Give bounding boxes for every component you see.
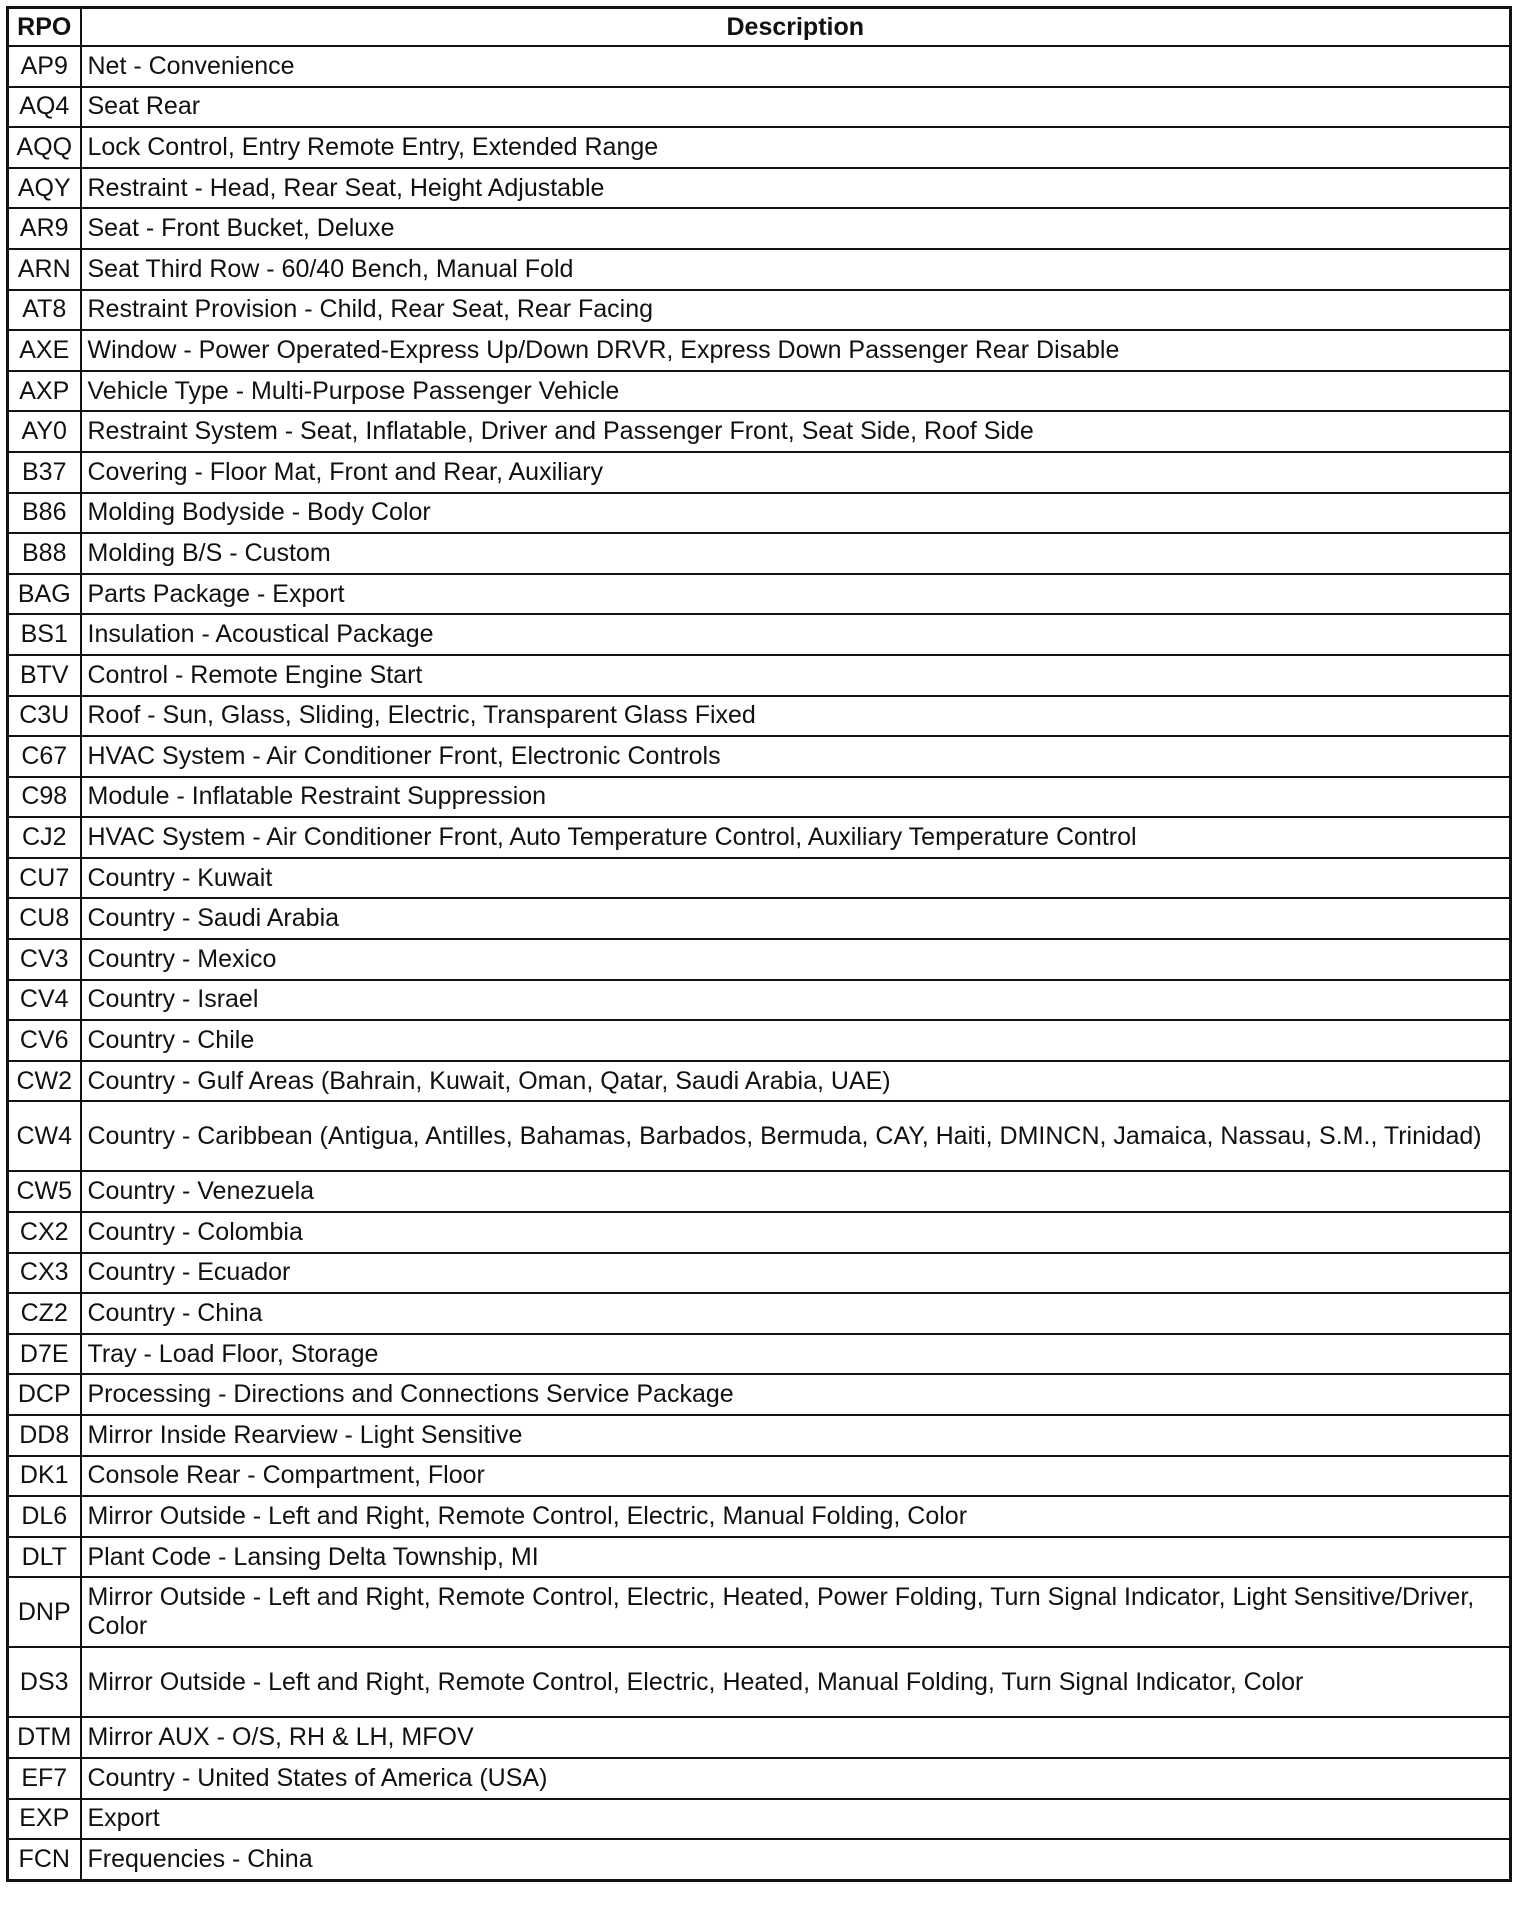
description-cell: HVAC System - Air Conditioner Front, Electronic Controls: [81, 736, 1511, 777]
description-cell: Country - Venezuela: [81, 1171, 1511, 1212]
table-row: [8, 1415, 1511, 1456]
description-cell: Country - Kuwait: [81, 858, 1511, 899]
table-row: [8, 1717, 1511, 1758]
table-row: [8, 1577, 1511, 1647]
description-cell: Restraint System - Seat, Inflatable, Driver and Passenger Front, Seat Side, Roof Side: [81, 411, 1511, 452]
rpo-code-cell: DLT: [8, 1537, 81, 1578]
table-row: [8, 1758, 1511, 1799]
rpo-code-cell: CV6: [8, 1020, 81, 1061]
description-cell: Country - Colombia: [81, 1212, 1511, 1253]
rpo-code-cell: CV4: [8, 980, 81, 1021]
description-cell: Tray - Load Floor, Storage: [81, 1334, 1511, 1375]
description-cell: Mirror Inside Rearview - Light Sensitive: [81, 1415, 1511, 1456]
table-row: [8, 696, 1511, 737]
column-header-description: Description: [81, 8, 1511, 47]
table-row: [8, 1020, 1511, 1061]
rpo-code-cell: AP9: [8, 46, 81, 87]
rpo-code-cell: CX3: [8, 1253, 81, 1294]
rpo-code-cell: EF7: [8, 1758, 81, 1799]
rpo-code-cell: C98: [8, 777, 81, 818]
table-row: [8, 249, 1511, 290]
table-row: [8, 736, 1511, 777]
description-cell: Roof - Sun, Glass, Sliding, Electric, Transparent Glass Fixed: [81, 696, 1511, 737]
description-cell: Seat Third Row - 60/40 Bench, Manual Fold: [81, 249, 1511, 290]
description-cell: Restraint Provision - Child, Rear Seat, Rear Facing: [81, 290, 1511, 331]
rpo-code-cell: B37: [8, 452, 81, 493]
description-cell: Module - Inflatable Restraint Suppression: [81, 777, 1511, 818]
table-row: [8, 1839, 1511, 1880]
description-cell: Country - China: [81, 1293, 1511, 1334]
description-cell: Country - Caribbean (Antigua, Antilles, Bahamas, Barbados, Bermuda, CAY, Haiti, DMINCN, Jamaica, Nassau, S.M., Trinidad): [81, 1101, 1511, 1171]
table-row: [8, 87, 1511, 128]
description-cell: Mirror Outside - Left and Right, Remote Control, Electric, Heated, Power Folding, Turn Signal Indicator, Light Sensitive/Driver, Color: [81, 1577, 1511, 1647]
table-row: [8, 127, 1511, 168]
description-cell: Restraint - Head, Rear Seat, Height Adjustable: [81, 168, 1511, 209]
table-row: [8, 1647, 1511, 1717]
description-cell: Molding Bodyside - Body Color: [81, 493, 1511, 534]
table-row: [8, 898, 1511, 939]
table-row: [8, 1537, 1511, 1578]
table-body: [8, 46, 1511, 1880]
description-cell: Control - Remote Engine Start: [81, 655, 1511, 696]
rpo-code-cell: AXE: [8, 330, 81, 371]
table-row: [8, 533, 1511, 574]
rpo-code-cell: AR9: [8, 208, 81, 249]
rpo-code-cell: DCP: [8, 1374, 81, 1415]
rpo-code-cell: AXP: [8, 371, 81, 412]
rpo-code-cell: BAG: [8, 574, 81, 615]
header-row: [8, 8, 1511, 47]
table-row: [8, 452, 1511, 493]
description-cell: Lock Control, Entry Remote Entry, Extended Range: [81, 127, 1511, 168]
rpo-code-cell: CU8: [8, 898, 81, 939]
table-row: [8, 208, 1511, 249]
rpo-table: [6, 6, 1512, 1882]
description-cell: Mirror Outside - Left and Right, Remote Control, Electric, Manual Folding, Color: [81, 1496, 1511, 1537]
table-row: [8, 939, 1511, 980]
description-cell: Parts Package - Export: [81, 574, 1511, 615]
rpo-code-cell: CU7: [8, 858, 81, 899]
description-cell: Seat - Front Bucket, Deluxe: [81, 208, 1511, 249]
description-cell: Covering - Floor Mat, Front and Rear, Auxiliary: [81, 452, 1511, 493]
rpo-code-cell: AQ4: [8, 87, 81, 128]
table-row: [8, 1253, 1511, 1294]
table-row: [8, 980, 1511, 1021]
rpo-code-cell: DD8: [8, 1415, 81, 1456]
table-row: [8, 330, 1511, 371]
rpo-code-cell: BTV: [8, 655, 81, 696]
rpo-code-cell: AQY: [8, 168, 81, 209]
table-row: [8, 1171, 1511, 1212]
rpo-code-cell: CW5: [8, 1171, 81, 1212]
rpo-code-cell: B88: [8, 533, 81, 574]
description-cell: Country - Saudi Arabia: [81, 898, 1511, 939]
table-row: [8, 493, 1511, 534]
rpo-code-cell: DNP: [8, 1577, 81, 1647]
table-row: [8, 1212, 1511, 1253]
table-row: [8, 1496, 1511, 1537]
rpo-code-cell: B86: [8, 493, 81, 534]
description-cell: HVAC System - Air Conditioner Front, Auto Temperature Control, Auxiliary Temperature Control: [81, 817, 1511, 858]
rpo-code-cell: C67: [8, 736, 81, 777]
table-row: [8, 1799, 1511, 1840]
rpo-code-cell: AQQ: [8, 127, 81, 168]
rpo-code-cell: C3U: [8, 696, 81, 737]
description-cell: Processing - Directions and Connections Service Package: [81, 1374, 1511, 1415]
description-cell: Country - Israel: [81, 980, 1511, 1021]
description-cell: Country - Gulf Areas (Bahrain, Kuwait, Oman, Qatar, Saudi Arabia, UAE): [81, 1061, 1511, 1102]
table-row: [8, 574, 1511, 615]
description-cell: Mirror Outside - Left and Right, Remote Control, Electric, Heated, Manual Folding, Turn Signal Indicator, Color: [81, 1647, 1511, 1717]
table-row: [8, 46, 1511, 87]
description-cell: Plant Code - Lansing Delta Township, MI: [81, 1537, 1511, 1578]
table-row: [8, 1374, 1511, 1415]
rpo-code-cell: AY0: [8, 411, 81, 452]
table-row: [8, 655, 1511, 696]
rpo-code-cell: EXP: [8, 1799, 81, 1840]
table-row: [8, 168, 1511, 209]
table-row: [8, 290, 1511, 331]
rpo-code-cell: D7E: [8, 1334, 81, 1375]
description-cell: Console Rear - Compartment, Floor: [81, 1456, 1511, 1497]
table-row: [8, 1061, 1511, 1102]
rpo-code-cell: DK1: [8, 1456, 81, 1497]
description-cell: Seat Rear: [81, 87, 1511, 128]
description-cell: Insulation - Acoustical Package: [81, 614, 1511, 655]
description-cell: Vehicle Type - Multi-Purpose Passenger Vehicle: [81, 371, 1511, 412]
description-cell: Country - Mexico: [81, 939, 1511, 980]
rpo-code-cell: CV3: [8, 939, 81, 980]
rpo-code-cell: AT8: [8, 290, 81, 331]
rpo-code-cell: DTM: [8, 1717, 81, 1758]
rpo-code-cell: BS1: [8, 614, 81, 655]
rpo-code-cell: CW2: [8, 1061, 81, 1102]
table-row: [8, 1293, 1511, 1334]
table-row: [8, 777, 1511, 818]
description-cell: Molding B/S - Custom: [81, 533, 1511, 574]
rpo-code-cell: ARN: [8, 249, 81, 290]
table-row: [8, 1456, 1511, 1497]
rpo-code-cell: CW4: [8, 1101, 81, 1171]
description-cell: Window - Power Operated-Express Up/Down DRVR, Express Down Passenger Rear Disable: [81, 330, 1511, 371]
table-row: [8, 411, 1511, 452]
column-header-rpo: RPO: [8, 8, 81, 47]
description-cell: Frequencies - China: [81, 1839, 1511, 1880]
description-cell: Mirror AUX - O/S, RH & LH, MFOV: [81, 1717, 1511, 1758]
table-row: [8, 371, 1511, 412]
rpo-code-cell: CJ2: [8, 817, 81, 858]
table-row: [8, 817, 1511, 858]
table-header: [8, 8, 1511, 47]
rpo-code-cell: DS3: [8, 1647, 81, 1717]
table-row: [8, 1101, 1511, 1171]
rpo-code-cell: CZ2: [8, 1293, 81, 1334]
table-row: [8, 614, 1511, 655]
table-row: [8, 1334, 1511, 1375]
description-cell: Country - Chile: [81, 1020, 1511, 1061]
description-cell: Export: [81, 1799, 1511, 1840]
description-cell: Net - Convenience: [81, 46, 1511, 87]
table-row: [8, 858, 1511, 899]
rpo-code-cell: DL6: [8, 1496, 81, 1537]
description-cell: Country - Ecuador: [81, 1253, 1511, 1294]
rpo-code-cell: FCN: [8, 1839, 81, 1880]
description-cell: Country - United States of America (USA): [81, 1758, 1511, 1799]
rpo-code-cell: CX2: [8, 1212, 81, 1253]
